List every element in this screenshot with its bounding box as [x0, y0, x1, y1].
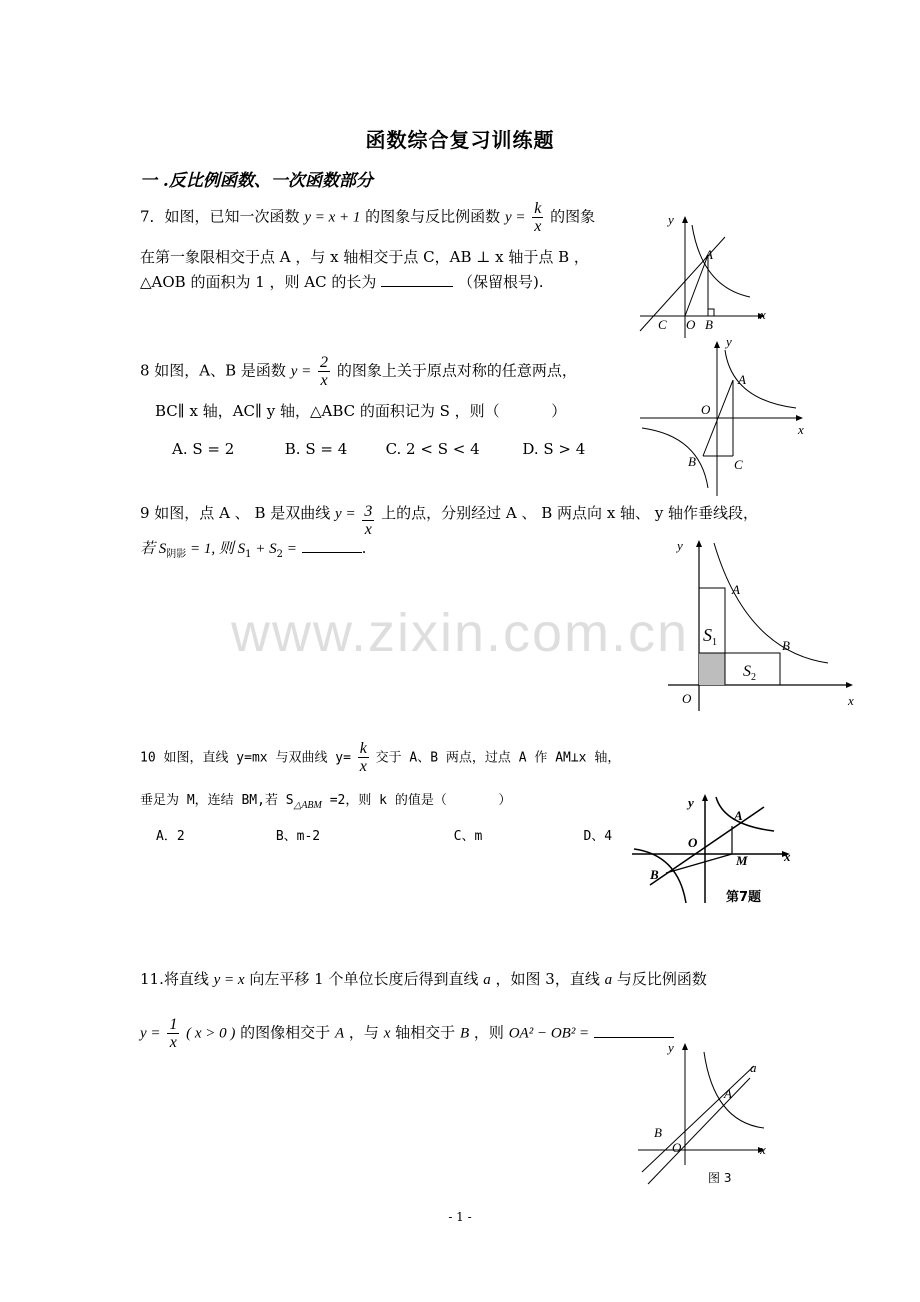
q11-fraction: [167, 1016, 179, 1051]
q7-fraction: [532, 200, 543, 235]
q10-label-x: x: [784, 849, 791, 864]
page-number: - 1 -: [448, 1210, 472, 1224]
q11-answer-blank[interactable]: [594, 1023, 674, 1038]
q10-label-b: B: [650, 867, 659, 882]
q9-label-s2-sub: 2: [751, 672, 756, 683]
q7-right-angle: [708, 309, 714, 316]
q11-text-1b: 向左平移 1 个单位长度后得到直线: [249, 970, 479, 988]
q9-label-s2-main: S: [743, 663, 751, 680]
q9-text-1b: 上的点，分别经过 A 、 B 两点向 x 轴、 y 轴作垂线段，: [381, 504, 759, 522]
q11-frac-num: 1: [169, 1016, 178, 1033]
q11-label-line-a: a: [750, 1060, 757, 1075]
q10-options: [156, 826, 612, 848]
q10-option-d[interactable]: D、4: [583, 829, 613, 844]
q10-option-b[interactable]: B、m-2: [275, 829, 321, 844]
q7-label-a: A: [705, 247, 713, 262]
q7-y-arrow: [682, 216, 688, 223]
q8-fraction: [318, 354, 330, 389]
q7-text-1c: 的图象: [550, 207, 596, 226]
q10-text-1a: 10 如图，直线 y=mx 与双曲线 y=: [140, 750, 351, 766]
q9-frac-den: x: [364, 521, 372, 538]
q7-label-b: B: [705, 317, 713, 332]
q7-frac-num: k: [534, 200, 542, 217]
q7-figure: [630, 205, 780, 340]
page-title: 函数综合复习训练题: [365, 128, 555, 152]
q9-fraction: [362, 503, 374, 538]
q8-options: [172, 438, 585, 460]
q11-var-a2: a: [604, 972, 613, 988]
q10-caption: 第7题: [726, 890, 762, 905]
q9-label-s2: [743, 663, 756, 683]
q10-fraction: [358, 740, 369, 775]
q9-sub-s1: 1: [245, 549, 252, 560]
q9-label-s1-main: S: [703, 625, 712, 645]
q8-text-1a: 8 如图，A、B 是函数: [140, 361, 286, 380]
q9-text-2d: =: [283, 541, 297, 557]
q9-label-s1-sub: 1: [712, 637, 717, 648]
q8-figure: [638, 336, 813, 496]
q9-text-2a: 若 S: [140, 541, 167, 557]
q11-label-x: x: [760, 1142, 766, 1157]
q8-hyperbola-q3: [642, 428, 708, 488]
q11-eq-1: y = x: [213, 972, 245, 988]
q7-y-eq: y =: [504, 209, 526, 226]
q10-line-2: [140, 788, 511, 817]
q11-expression: OA² − OB² =: [508, 1025, 590, 1042]
q9-sub-shadow: 阴影: [166, 549, 187, 560]
q8-label-b: B: [688, 454, 696, 469]
q10-y-arrow: [702, 794, 708, 801]
section-heading: 一 .反比例函数、一次函数部分: [140, 171, 373, 191]
q9-text-2b: = 1, 则 S: [186, 541, 246, 557]
q11-y-eq: y =: [140, 1025, 161, 1042]
q8-label-o: O: [701, 402, 711, 417]
q9-line-1: [140, 502, 759, 538]
q7-hyperbola: [692, 225, 750, 297]
q8-y-arrow: [714, 341, 720, 348]
q9-sub-s2: 2: [276, 549, 284, 560]
q10-figure: [632, 793, 802, 911]
q7-line-1: [140, 200, 595, 235]
q7-label-x: x: [760, 307, 766, 322]
q9-label-b: B: [782, 638, 790, 653]
q8-option-b[interactable]: B. S = 4: [284, 440, 348, 458]
q11-condition: ( x > 0 ): [186, 1025, 236, 1042]
q11-text-2a: 的图像相交于: [240, 1023, 331, 1042]
q9-text-1a: 9 如图，点 A 、 B 是双曲线: [140, 504, 331, 522]
q10-text-2b: =2，则 k 的值是（: [321, 793, 447, 808]
q7-frac-den: x: [534, 218, 542, 235]
q8-x-arrow: [796, 415, 803, 421]
q11-text-2b: ，与: [348, 1023, 379, 1042]
q9-label-x: x: [848, 693, 854, 708]
q11-line-y-eq-x: [648, 1078, 750, 1184]
q7-line-3: [140, 271, 544, 293]
q8-hyperbola-q1: [725, 350, 796, 408]
q8-text-2a: BC∥ x 轴，AC∥ y 轴，△ABC 的面积记为 S ，则（: [155, 402, 500, 420]
q8-option-a[interactable]: A. S = 2: [172, 440, 235, 458]
q9-figure: [668, 533, 863, 713]
q11-point-a: A: [334, 1025, 345, 1042]
q7-label-o: O: [686, 317, 696, 332]
q10-label-m: M: [736, 853, 748, 868]
q7-text-1b: 的图象与反比例函数: [365, 207, 501, 226]
q9-y-eq: y =: [335, 506, 356, 522]
q9-label-o: O: [682, 691, 692, 706]
q11-var-x: x: [383, 1025, 391, 1042]
q10-frac-den: x: [359, 758, 367, 775]
q10-text-2a: 垂足为 M，连结 BM,若 S: [140, 793, 294, 808]
q8-text-2b: ）: [551, 402, 567, 420]
q7-label-c: C: [658, 317, 667, 332]
q8-option-d[interactable]: D. S > 4: [522, 440, 586, 458]
q11-text-2d: ，则: [473, 1023, 504, 1042]
q9-shadow-region: [699, 653, 725, 685]
q9-x-arrow: [846, 682, 853, 688]
q10-label-a: A: [734, 808, 743, 823]
q11-label-b: B: [654, 1125, 662, 1140]
q11-figure: [638, 1040, 778, 1190]
q10-text-2c: ）: [498, 793, 512, 808]
q11-frac-den: x: [169, 1034, 177, 1051]
q7-line-2: 在第一象限相交于点 A ，与 x 轴相交于点 C，AB ⊥ x 轴于点 B ，: [140, 248, 589, 266]
q7-answer-blank[interactable]: [381, 272, 453, 287]
watermark: www.zixin.com.cn: [230, 603, 690, 663]
q8-option-c[interactable]: C. 2 < S < 4: [385, 440, 480, 458]
q9-text-2e: .: [361, 539, 367, 557]
q9-label-s1: [703, 625, 717, 648]
q10-option-a[interactable]: A．2: [156, 829, 185, 844]
q11-text-1a: 11.将直线: [140, 970, 209, 988]
q7-segment-oa: [685, 255, 708, 316]
q9-hyperbola: [714, 543, 828, 663]
q11-label-a: A: [724, 1086, 732, 1101]
q11-line-1: [140, 968, 707, 991]
q11-line-a: [642, 1066, 754, 1172]
q8-text-1b: 的图象上关于原点对称的任意两点，: [336, 361, 577, 380]
q7-eq-1: y = x + 1: [304, 209, 361, 226]
q11-text-1d: 与反比例函数: [616, 970, 707, 988]
q10-frac-num: k: [359, 740, 367, 757]
q10-segment-bm: [666, 854, 732, 873]
q8-frac-num: 2: [320, 354, 329, 371]
q8-label-c: C: [734, 457, 743, 472]
q11-y-arrow: [682, 1043, 688, 1050]
q11-label-o: O: [672, 1140, 682, 1155]
q10-line-1: [140, 740, 620, 775]
q10-option-c[interactable]: C、m: [453, 829, 483, 844]
q8-y-eq: y =: [290, 363, 312, 380]
q8-line-1: [140, 354, 577, 389]
q8-label-y: y: [726, 334, 732, 349]
q10-sub-abm: △ABM: [293, 800, 322, 811]
q8-label-x: x: [798, 422, 804, 437]
q10-hyperbola-q1: [716, 797, 774, 831]
q11-point-b: B: [459, 1025, 470, 1042]
q10-label-o: O: [688, 835, 698, 850]
q9-frac-num: 3: [364, 503, 373, 520]
q7-label-y: y: [668, 212, 674, 227]
q7-text-3a: △AOB 的面积为 1 ，则 AC 的长为: [140, 273, 377, 291]
q8-line-2: [155, 400, 566, 422]
q10-label-y: y: [688, 795, 694, 810]
q11-caption: 图 3: [708, 1171, 732, 1185]
q9-line-2: [140, 537, 366, 566]
q11-label-y: y: [668, 1040, 674, 1055]
q10-text-1b: 交于 A、B 两点，过点 A 作 AM⊥x 轴，: [375, 750, 621, 766]
q8-label-a: A: [738, 372, 746, 387]
q10-hyperbola-q3: [634, 849, 686, 903]
q11-text-1c: ，如图 3，直线: [495, 970, 600, 988]
q11-text-2c: 轴相交于: [395, 1023, 456, 1042]
q11-var-a: a: [483, 972, 491, 988]
q9-answer-blank[interactable]: [302, 538, 362, 553]
q9-y-arrow: [696, 540, 702, 547]
q9-label-a: A: [732, 582, 740, 597]
q8-frac-den: x: [320, 372, 328, 389]
q9-label-y: y: [677, 538, 683, 553]
q7-text-1a: 7．如图，已知一次函数: [140, 207, 300, 226]
q9-text-2c: + S: [251, 541, 277, 557]
q11-line-2: [140, 1016, 674, 1051]
q7-text-3b: （保留根号).: [457, 273, 544, 291]
